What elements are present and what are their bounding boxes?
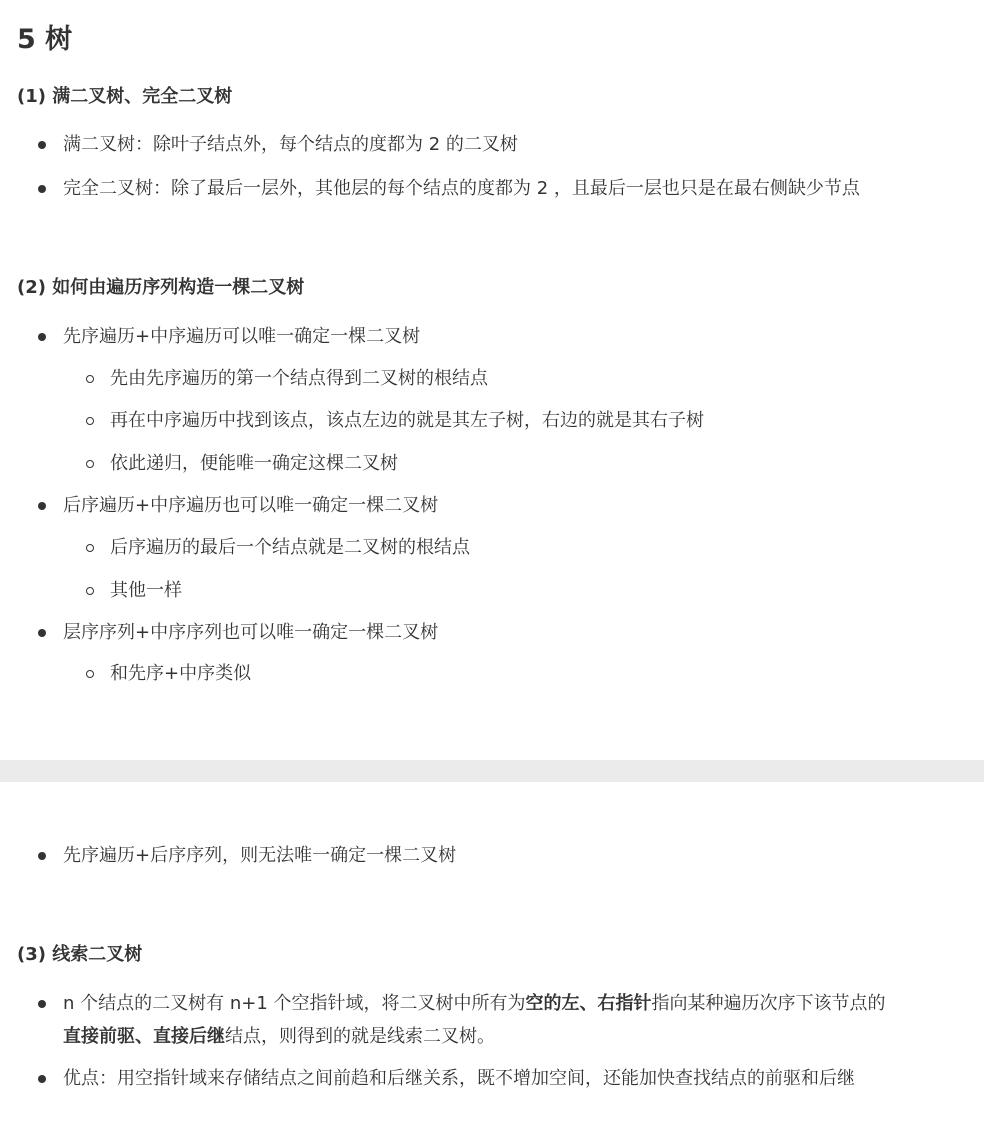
text-run: n 个结点的二叉树有 n+1 个空指针域，将二叉树中所有为 — [63, 993, 526, 1014]
list-item: 完全二叉树：除了最后一层外，其他层的每个结点的度都为 2 ，且最后一层也只是在最右侧缺少节点 — [63, 178, 860, 199]
bullet-disc — [38, 185, 46, 193]
bullet-disc — [38, 141, 46, 149]
heading-full-complete-binary-tree: (1) 满二叉树、完全二叉树 — [17, 86, 233, 107]
bullet-circle — [86, 544, 94, 552]
list-item: 满二叉树：除叶子结点外，每个结点的度都为 2 的二叉树 — [63, 134, 518, 155]
bullet-disc — [38, 852, 46, 860]
text-run: 指向某种遍历次序下该节点的 — [651, 993, 886, 1014]
bullet-disc — [38, 333, 46, 341]
sub-list-item: 依此递归，便能唯一确定这棵二叉树 — [110, 453, 398, 474]
section-title: 5 树 — [17, 24, 73, 55]
bullet-circle — [86, 670, 94, 678]
bullet-circle — [86, 375, 94, 383]
page-divider — [0, 760, 984, 782]
sub-list-item: 再在中序遍历中找到该点，该点左边的就是其左子树，右边的就是其右子树 — [110, 410, 704, 431]
bullet-disc — [38, 629, 46, 637]
list-item: 后序遍历+中序遍历也可以唯一确定一棵二叉树 — [63, 495, 439, 516]
bold-text: 直接前驱、直接后继 — [63, 1026, 225, 1047]
bullet-circle — [86, 417, 94, 425]
sub-list-item: 其他一样 — [110, 580, 182, 601]
bold-text: 空的左、右指针 — [525, 993, 652, 1014]
list-item-line1 — [63, 991, 886, 1017]
sub-list-item: 后序遍历的最后一个结点就是二叉树的根结点 — [110, 537, 470, 558]
list-item: 层序序列+中序序列也可以唯一确定一棵二叉树 — [63, 622, 439, 643]
list-item: 先序遍历+后序序列，则无法唯一确定一棵二叉树 — [63, 845, 457, 866]
heading-threaded-binary-tree: (3) 线索二叉树 — [17, 944, 143, 965]
bullet-circle — [86, 460, 94, 468]
heading-construct-binary-tree: (2) 如何由遍历序列构造一棵二叉树 — [17, 277, 305, 298]
bullet-disc — [38, 1075, 46, 1083]
sub-list-item: 先由先序遍历的第一个结点得到二叉树的根结点 — [110, 368, 488, 389]
text-run: 结点，则得到的就是线索二叉树。 — [225, 1026, 495, 1047]
sub-list-item: 和先序+中序类似 — [110, 663, 252, 684]
list-item-line2 — [63, 1024, 495, 1050]
bullet-disc — [38, 502, 46, 510]
bullet-circle — [86, 587, 94, 595]
list-item: 优点：用空指针域来存储结点之间前趋和后继关系，既不增加空间，还能加快查找结点的前驱和后继 — [63, 1068, 855, 1089]
list-item: 先序遍历+中序遍历可以唯一确定一棵二叉树 — [63, 326, 421, 347]
bullet-disc — [38, 1000, 46, 1008]
